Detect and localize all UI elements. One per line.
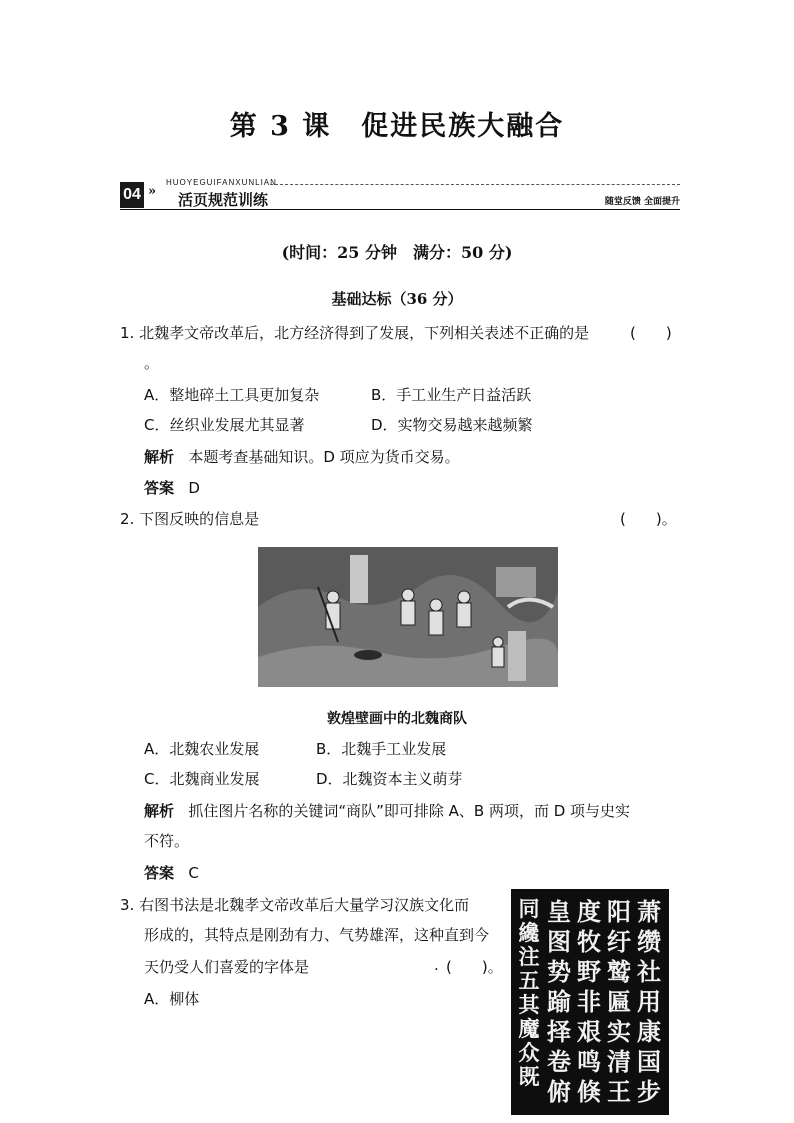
calligraphy-glyph: 其 [518, 992, 540, 1017]
calligraphy-column [605, 897, 633, 1107]
calligraphy-glyph: 俯 [547, 1077, 571, 1106]
mural-image [258, 547, 558, 687]
calligraphy-glyph: 康 [637, 1017, 661, 1046]
calligraphy-glyph: 阳 [607, 897, 631, 926]
calligraphy-glyph: 鸣 [577, 1047, 601, 1076]
calligraphy-glyph: 图 [547, 927, 571, 956]
q2-option-c: C．北魏商业发展 [144, 770, 260, 788]
time-info: (时间：25 分钟 满分：50 分) [281, 243, 513, 262]
q2-analysis-1: 抓住图片名称的关键词“商队”即可排除 A、B 两项，而 D 项与史实 [188, 802, 631, 820]
q3-stem-3: 天仍受人们喜爱的字体是 [144, 958, 310, 976]
banner-label: 活页规范训练 [178, 191, 269, 209]
q2-stem: 2. 下图反映的信息是 [120, 510, 260, 528]
calligraphy-glyph: 势 [547, 957, 571, 986]
q1-answer: D [188, 479, 200, 497]
banner-pinyin: HUOYEGUIFANXUNLIAN [166, 178, 277, 187]
calligraphy-glyph: 既 [518, 1064, 540, 1089]
calligraphy-glyph: 倏 [577, 1077, 601, 1106]
calligraphy-column [545, 897, 573, 1107]
q2-analysis-2: 不符。 [144, 832, 190, 850]
calligraphy-glyph: 魔 [518, 1016, 540, 1041]
calligraphy-glyph: 皇 [547, 897, 571, 926]
mural-caption: 敦煌壁画中的北魏商队 [327, 711, 467, 727]
calligraphy-glyph: 王 [607, 1077, 631, 1106]
q1-period: 。 [144, 354, 160, 372]
calligraphy-column [635, 897, 663, 1107]
calligraphy-glyph: 社 [637, 957, 661, 986]
lesson-topic: 促进民族大融合 [361, 111, 565, 142]
lesson-number: 第 3 课 [229, 111, 332, 142]
q3-option-a: A．柳体 [144, 990, 200, 1008]
calligraphy-glyph: 匾 [607, 987, 631, 1016]
q2-analysis-row [144, 800, 630, 821]
calligraphy-glyph: 萧 [637, 897, 661, 926]
calligraphy-glyph: 众 [518, 1040, 540, 1065]
calligraphy-glyph: 鹫 [607, 957, 631, 986]
section-heading: 基础达标（36 分） [331, 290, 463, 308]
calligraphy-glyph: 国 [637, 1047, 661, 1076]
q1-stem: 1. 北魏孝文帝改革后，北方经济得到了发展，下列相关表述不正确的是 [120, 324, 590, 342]
calligraphy-column [575, 897, 603, 1107]
q2-option-a: A．北魏农业发展 [144, 740, 260, 758]
calligraphy-glyph: 艰 [577, 1017, 601, 1046]
q1-answer-row [144, 477, 200, 498]
q1-option-c: C．丝织业发展尤其显著 [144, 416, 305, 434]
calligraphy-glyph: 步 [637, 1077, 661, 1106]
calligraphy-glyph: 实 [607, 1017, 631, 1046]
q1-option-a: A．整地碎土工具更加复杂 [144, 386, 320, 404]
calligraphy-image [511, 889, 669, 1115]
q3-paren: ( )。 [446, 958, 503, 976]
q2-option-d: D．北魏资本主义萌芽 [316, 770, 463, 788]
page-title [0, 104, 794, 143]
calligraphy-glyph: 择 [547, 1017, 571, 1046]
calligraphy-glyph: 野 [577, 957, 601, 986]
calligraphy-glyph: 纡 [607, 927, 631, 956]
calligraphy-glyph: 纔 [518, 920, 540, 945]
q2-answer-label: 答案 [144, 864, 175, 882]
calligraphy-glyph: 非 [577, 987, 601, 1016]
banner-dotted-line [270, 184, 680, 185]
calligraphy-glyph: 清 [607, 1047, 631, 1076]
q1-paren: ( ) [630, 324, 672, 342]
calligraphy-glyph: 用 [637, 987, 661, 1016]
calligraphy-glyph: 踰 [547, 987, 571, 1016]
q2-answer: C [188, 864, 199, 882]
q2-answer-row [144, 862, 199, 883]
q1-analysis: 本题考查基础知识。D 项应为货币交易。 [188, 448, 460, 466]
calligraphy-glyph: 牧 [577, 927, 601, 956]
section-banner [120, 178, 680, 210]
calligraphy-glyph: 缵 [637, 927, 661, 956]
q1-option-b: B．手工业生产日益活跃 [371, 386, 532, 404]
q3-dot: . [434, 956, 439, 974]
calligraphy-glyph: 注 [518, 944, 540, 969]
q3-stem-2: 形成的，其特点是刚劲有力、气势雄浑，这种直到今 [144, 926, 490, 944]
q1-option-d: D．实物交易越来越频繁 [371, 416, 533, 434]
q2-paren: ( )。 [620, 510, 677, 528]
q1-answer-label: 答案 [144, 479, 175, 497]
q2-option-b: B．北魏手工业发展 [316, 740, 447, 758]
calligraphy-glyph: 同 [518, 896, 540, 921]
calligraphy-column [515, 897, 543, 1089]
q1-analysis-row [144, 446, 460, 467]
q1-analysis-label: 解析 [144, 448, 175, 466]
chevron-icon: » [148, 184, 157, 199]
q3-stem-1: 3. 右图书法是北魏孝文帝改革后大量学习汉族文化而 [120, 896, 470, 914]
banner-right-text: 随堂反馈 全面提升 [604, 197, 680, 207]
q2-analysis-label: 解析 [144, 802, 175, 820]
calligraphy-glyph: 五 [518, 968, 540, 993]
banner-rule [120, 209, 680, 210]
mural-illustration [258, 547, 558, 687]
calligraphy-glyph: 卷 [547, 1047, 571, 1076]
banner-number: 04 [120, 182, 144, 208]
calligraphy-glyph: 度 [577, 897, 601, 926]
